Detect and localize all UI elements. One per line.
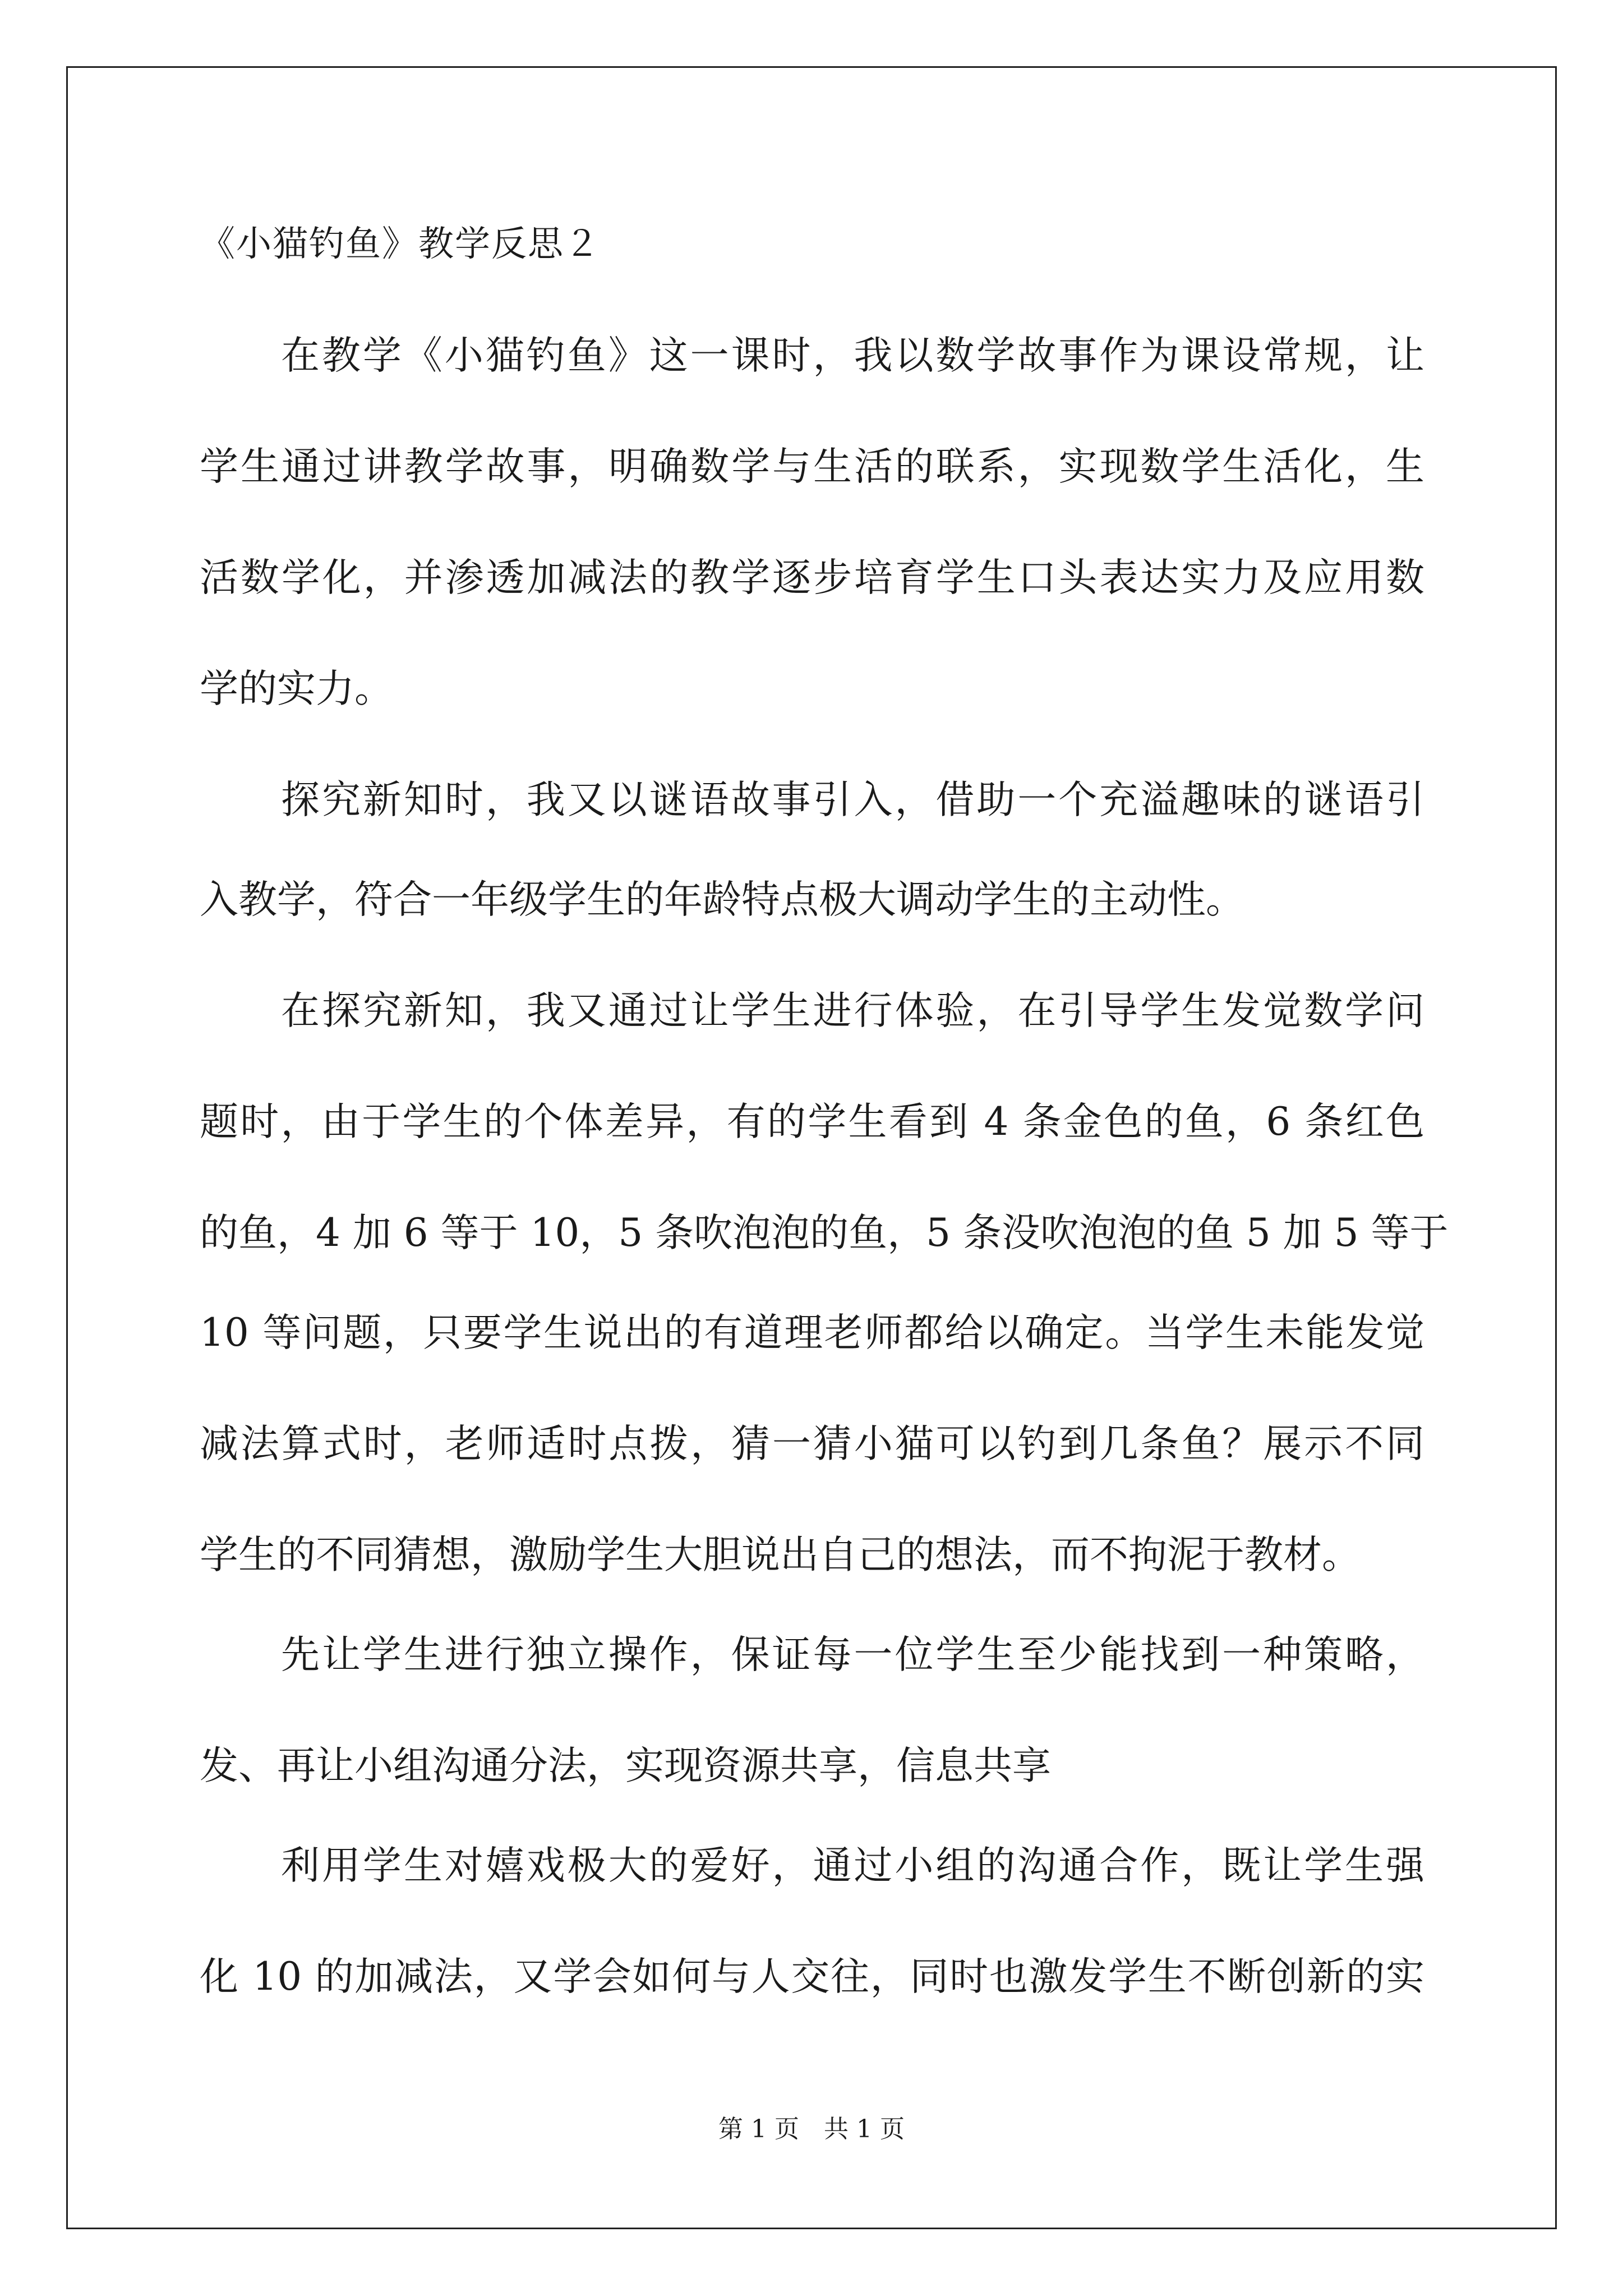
paragraph-line: 先让学生进行独立操作，保证每一位学生至少能找到一种策略， (281, 1632, 1424, 1677)
paragraph-line: 化 10 的加减法，又学会如何与人交往，同时也激发学生不断创新的实 (200, 1954, 1424, 1999)
paragraph-line: 题时，由于学生的个体差异，有的学生看到 4 条金色的鱼，6 条红色 (200, 1099, 1424, 1144)
paragraph-line: 入教学，符合一年级学生的年龄特点极大调动学生的主动性。 (200, 877, 1244, 922)
paragraph-line: 在教学《小猫钓鱼》这一课时，我以数学故事作为课设常规，让 (281, 333, 1424, 378)
paragraph-line: 利用学生对嬉戏极大的爱好，通过小组的沟通合作，既让学生强 (281, 1843, 1424, 1888)
paragraph-line: 学生通过讲教学故事，明确数学与生活的联系，实现数学生活化，生 (200, 444, 1424, 489)
paragraph-line: 探究新知时，我又以谜语故事引入，借助一个充溢趣味的谜语引 (281, 777, 1424, 822)
paragraph-line: 在探究新知，我又通过让学生进行体验，在引导学生发觉数学问 (281, 988, 1424, 1033)
paragraph-line: 发、再让小组沟通分法，实现资源共享，信息共享 (200, 1743, 1051, 1788)
paragraph-line: 的鱼，4 加 6 等于 10，5 条吹泡泡的鱼，5 条没吹泡泡的鱼 5 加 5 等于 (200, 1211, 1449, 1255)
page-footer: 第 1 页 共 1 页 (718, 2115, 905, 2143)
paragraph-line: 学生的不同猜想，激励学生大胆说出自己的想法，而不拘泥于教材。 (200, 1533, 1361, 1577)
document-title: 《小猫钓鱼》教学反思２ (200, 223, 601, 264)
paragraph-line: 活数学化，并渗透加减法的教学逐步培育学生口头表达实力及应用数 (200, 555, 1424, 600)
paragraph-line: 减法算式时，老师适时点拨，猜一猜小猫可以钓到几条鱼？展示不同 (200, 1421, 1424, 1466)
page-border (66, 66, 1557, 2229)
paragraph-line: 10 等问题，只要学生说出的有道理老师都给以确定。当学生未能发觉 (200, 1310, 1424, 1355)
paragraph-line: 学的实力。 (200, 666, 393, 711)
